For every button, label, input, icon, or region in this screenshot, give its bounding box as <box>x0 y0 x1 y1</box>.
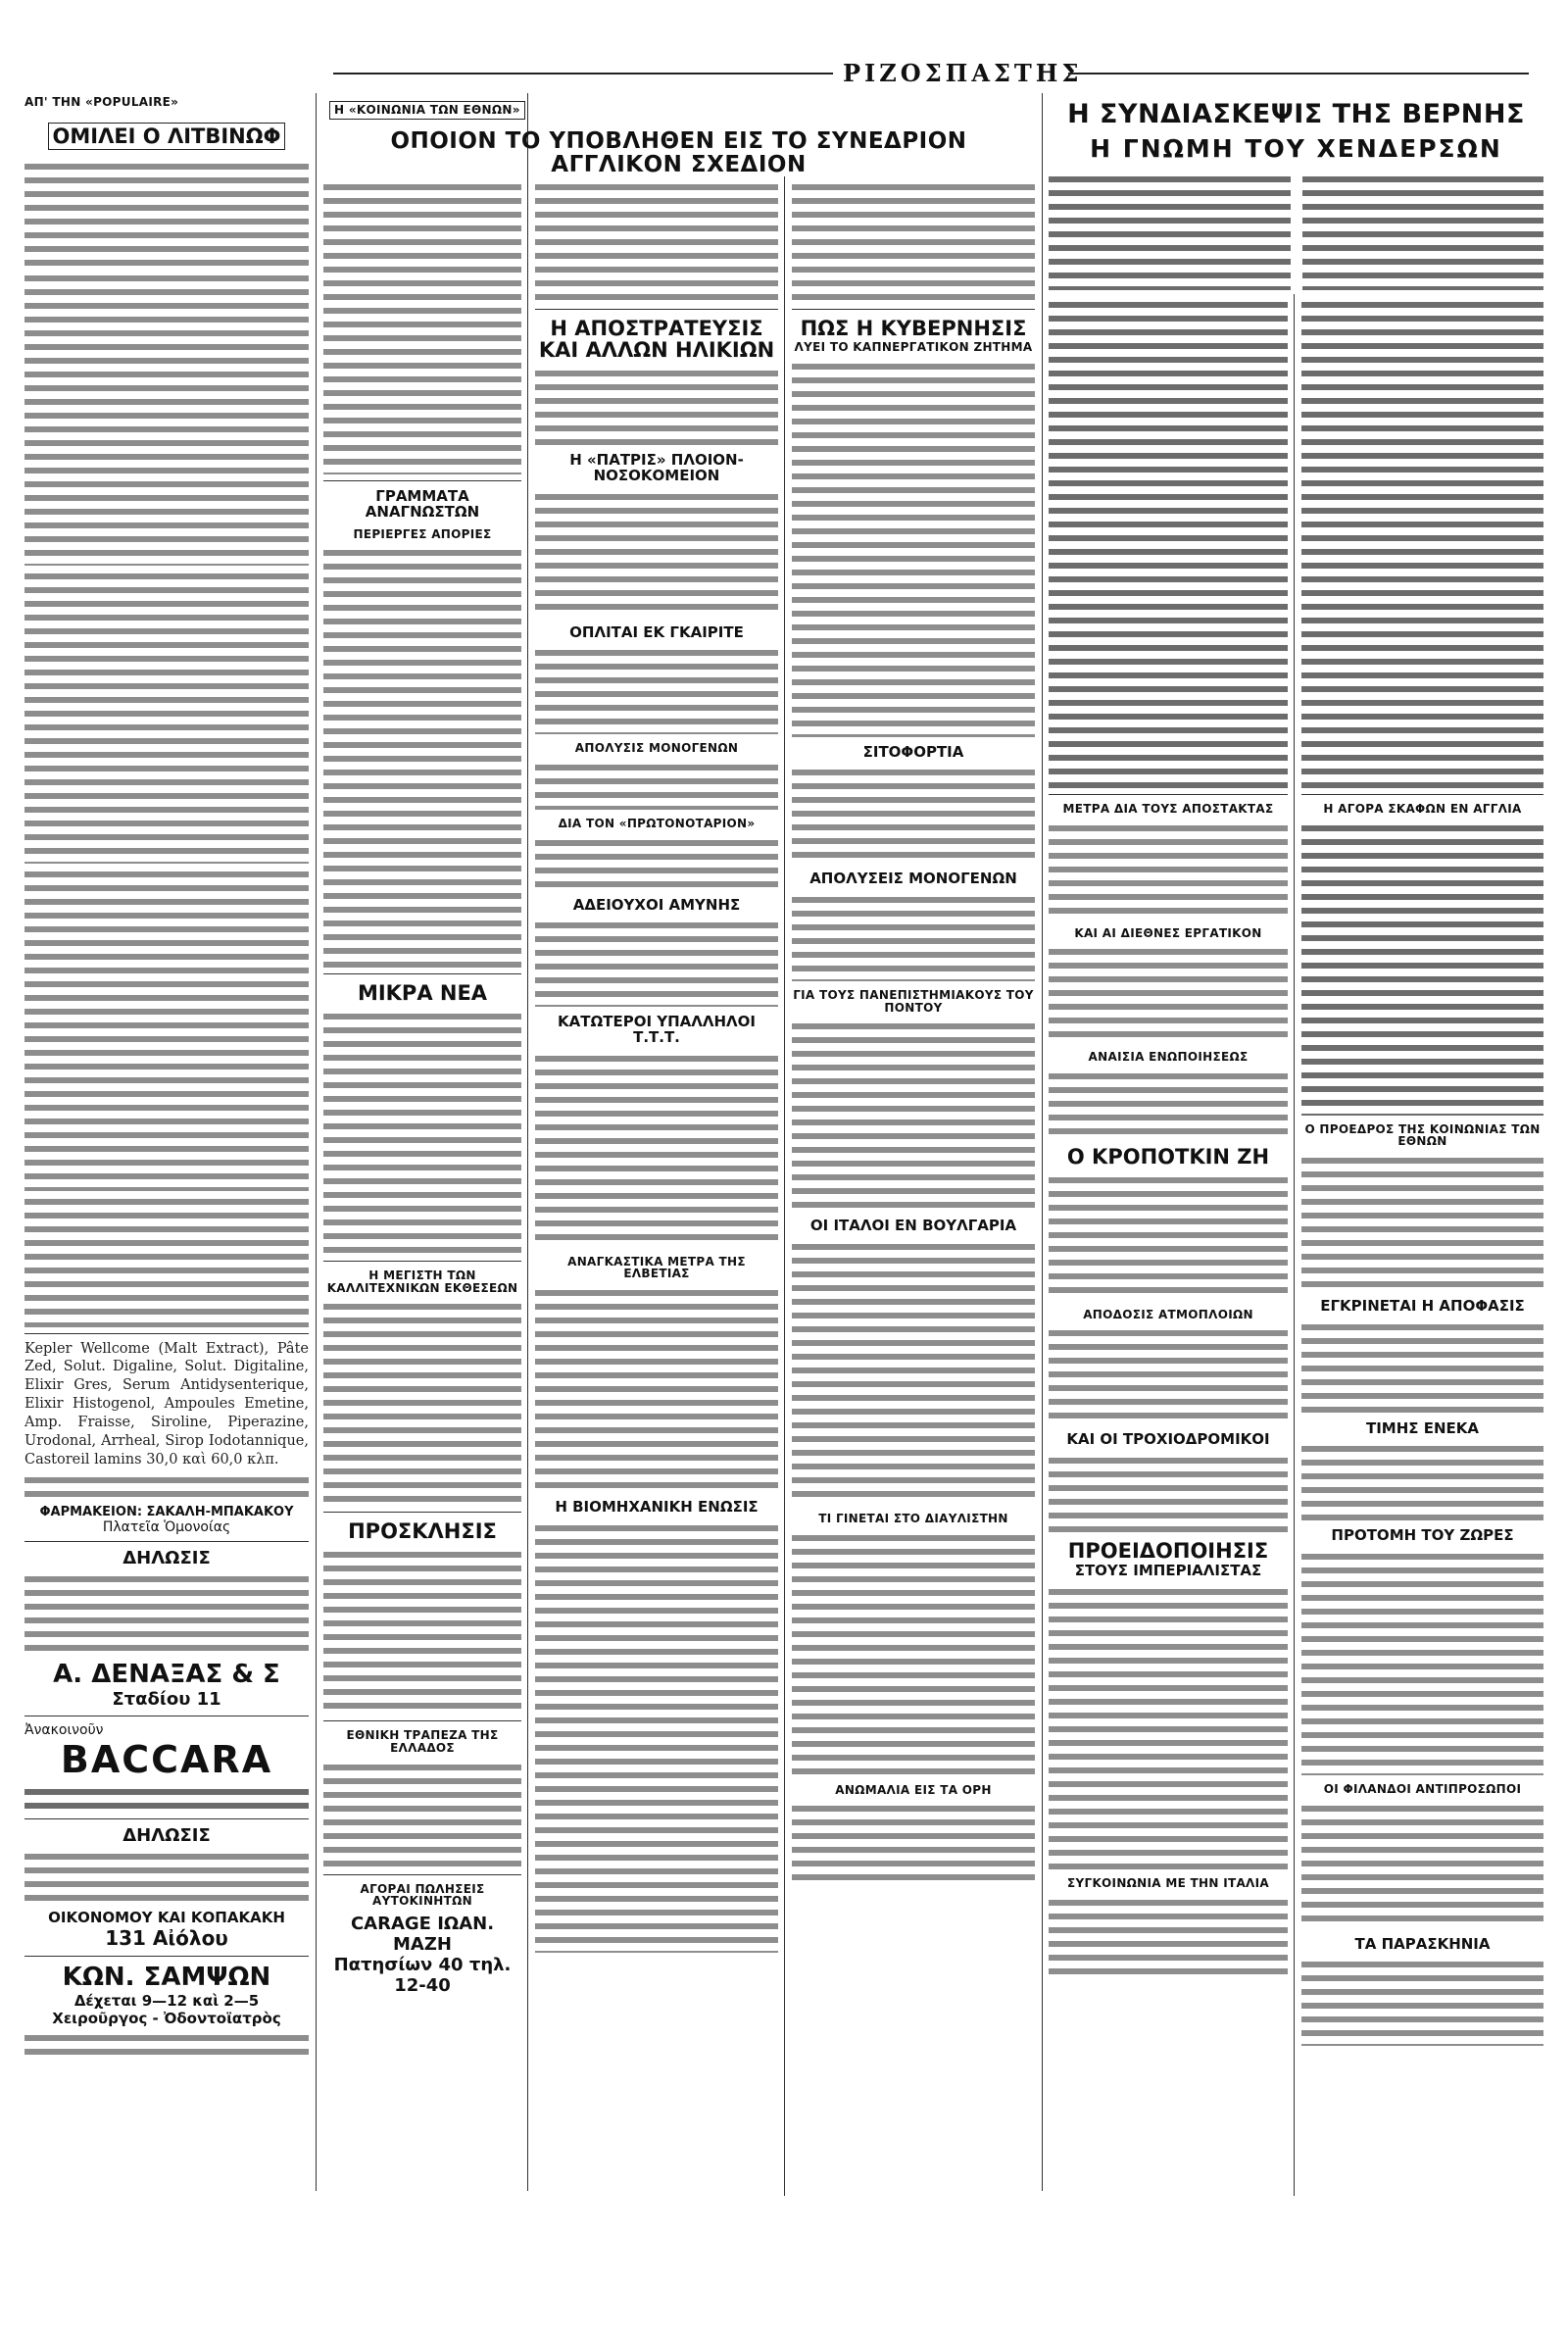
article-italoi-text <box>792 1240 1035 1505</box>
masthead-rule-right <box>1068 73 1529 75</box>
headline-litvinof: ΟΜΙΛΕΙ Ο ΛΙΤΒΙΝΩΦ <box>48 123 286 150</box>
divider <box>1301 794 1544 795</box>
ad-pharmacy-heading: ΦΑΡΜΑΚΕΙΟΝ: ΣΑΚΑΛΗ-ΜΠΑΚΑΚΟΥ <box>39 1504 294 1519</box>
heading-protomi: ΠΡΟΤΟΜΗ ΤΟΥ ΖΩΡΕΣ <box>1331 1526 1514 1545</box>
article-litvinof-text-4 <box>24 868 309 1191</box>
article-enopoiisi-text <box>1049 1070 1288 1138</box>
article-kropotkin-text <box>1049 1173 1288 1301</box>
heading-protonotarion: ΔΙΑ ΤΟΝ «ΠΡΩΤΟΝΟΤΑΡΙΟΝ» <box>558 816 756 830</box>
divider <box>323 1874 521 1875</box>
divider <box>323 480 521 481</box>
article-atmoploion-text <box>1049 1326 1288 1424</box>
subheading-kyverniseis: ΛΥΕΙ ΤΟ ΚΑΠΝΕΡΓΑΤΙΚΟΝ ΖΗΤΗΜΑ <box>794 340 1033 355</box>
article-litvinof-text <box>24 160 309 268</box>
column-rule-4 <box>1042 93 1043 2191</box>
heading-atmoploion: ΑΠΟΔΟΣΙΣ ΑΤΜΟΠΛΟΙΩΝ <box>1083 1307 1253 1321</box>
divider <box>323 1512 521 1513</box>
article-paraskinia-text <box>1301 1958 1544 2046</box>
heading-patris: Η «ΠΑΤΡΙΣ» ΠΛΟΙΟΝ-ΝΟΣΟΚΟΜΕΙΟΝ <box>569 451 744 484</box>
article-league-continued-2 <box>792 180 1035 303</box>
ad-pharmacy-address: Πλατεῖα Ὁμονοίας <box>102 1518 231 1535</box>
ad-baccara-title: BACCARA <box>60 1737 273 1781</box>
kicker-populaire: ΑΠ' ΤΗΝ «POPULAIRE» <box>24 95 179 109</box>
article-kyverniseis-text <box>792 360 1035 737</box>
article-litvinof-text-2 <box>24 272 309 566</box>
heading-katoteroi: ΚΑΤΩΤΕΡΟΙ ΥΠΑΛΛΗΛΟΙ Τ.Τ.Τ. <box>558 1013 756 1047</box>
divider <box>792 309 1035 310</box>
article-letters-text <box>323 546 521 968</box>
ad-dentist-hours: Δέχεται 9—12 καὶ 2—5 <box>74 1991 260 2010</box>
heading-letters: ΓΡΑΜΜΑΤΑ ΑΝΑΓΝΩΣΤΩΝ <box>365 487 480 521</box>
column-1 <box>24 88 309 2245</box>
ad-dentist-text <box>24 2031 309 2059</box>
divider <box>24 1333 309 1334</box>
heading-proklisis: ΠΡΟΣΚΛΗΣΙΣ <box>348 1519 497 1544</box>
divider <box>24 1541 309 1542</box>
heading-proeidopoiisis: ΠΡΟΕΙΔΟΠΟΙΗΣΙΣ <box>1067 1539 1269 1564</box>
heading-bank: ΕΘΝΙΚΗ ΤΡΑΠΕΖΑ ΤΗΣ ΕΛΛΑΔΟΣ <box>346 1728 499 1755</box>
headline-block-berne <box>1049 93 1544 294</box>
ad-dilosis2-heading: ΔΗΛΩΣΙΣ <box>122 1824 211 1846</box>
heading-orei: ΑΝΩΜΑΛΙΑ ΕΙΣ ΤΑ ΟΡΗ <box>835 1782 992 1797</box>
heading-agora: Η ΑΓΟΡΑ ΣΚΑΦΩΝ ΕΝ ΑΓΓΛΙΑ <box>1323 802 1522 816</box>
article-berne-continued-2 <box>1301 298 1544 788</box>
article-anagkastika-text <box>535 1286 778 1492</box>
heading-viomichaniki: Η ΒΙΟΜΗΧΑΝΙΚΗ ΕΝΩΣΙΣ <box>555 1497 759 1516</box>
heading-exhibition: Η ΜΕΓΙΣΤΗ ΤΩΝ ΚΑΛΛΙΤΕΧΝΙΚΩΝ ΕΚΘΕΣΕΩΝ <box>326 1268 518 1295</box>
article-mikra-text <box>323 1010 521 1255</box>
article-litvinof-text-5 <box>24 1195 309 1327</box>
article-ergatikon-text <box>1049 945 1288 1043</box>
article-amyna-text <box>535 919 778 1007</box>
subheading-imperialistas: ΣΤΟΥΣ ΙΜΠΕΡΙΑΛΙΣΤΑΣ <box>1074 1562 1262 1580</box>
column-rule-3 <box>784 176 785 2196</box>
divider <box>24 1956 309 1957</box>
masthead-rule-left <box>333 73 833 75</box>
divider <box>535 309 778 310</box>
article-apostrateysis-text <box>535 367 778 445</box>
headline-league: ΟΠΟΙΟΝ ΤΟ ΥΠΟΒΛΗΘΕΝ ΕΙΣ ΤΟ ΣΥΝΕΔΡΙΟΝ ΑΓΓΛΙΚΟΝ ΣΧΕΔΙΟΝ <box>390 127 967 177</box>
subheadline-henderson: Η ΓΝΩΜΗ ΤΟΥ ΧΕΝΔΕΡΣΩΝ <box>1090 134 1502 164</box>
article-pastoures-text <box>792 1020 1035 1211</box>
ad-baccara-kicker: Ἀνακοινοῦν <box>24 1721 104 1738</box>
article-protomi-text <box>1301 1550 1544 1775</box>
divider <box>323 1720 521 1721</box>
article-katoteroi-text <box>535 1052 778 1248</box>
heading-cars: ΑΓΟΡΑΙ ΠΩΛΗΣΕΙΣ ΑΥΤΟΚΙΝΗΤΩΝ <box>360 1881 485 1909</box>
article-patris-text <box>535 490 778 618</box>
article-proedros-text <box>1301 1154 1544 1291</box>
headline-berne: Η ΣΥΝΔΙΑΣΚΕΨΙΣ ΤΗΣ ΒΕΡΝΗΣ <box>1067 99 1525 129</box>
kicker-league: Η «ΚΟΙΝΩΝΙΑ ΤΩΝ ΕΘΝΩΝ» <box>329 101 525 120</box>
article-diavouliston-text <box>792 1531 1035 1776</box>
article-berne-text-2 <box>1302 173 1544 290</box>
article-orei-text <box>792 1802 1035 1880</box>
article-times-text <box>1301 1442 1544 1520</box>
heading-syngoinonia: ΣΥΓΚΟΙΝΩΝΙΑ ΜΕ ΤΗΝ ΙΤΑΛΙΑ <box>1067 1875 1269 1890</box>
column-5 <box>1049 294 1288 2255</box>
article-sitofortia-text <box>792 766 1035 864</box>
heading-filandoi: ΟΙ ΦΙΛΑΝΔΟΙ ΑΝΤΙΠΡΟΣΩΠΟΙ <box>1323 1782 1522 1797</box>
ad-dilosis-text <box>24 1572 309 1656</box>
ad-photo-text <box>24 1850 309 1905</box>
ad-photo-name: ΟΙΚΟΝΟΜΟΥ ΚΑΙ ΚΟΠΑΚΑΚΗ <box>48 1908 285 1926</box>
article-berne-text <box>1049 173 1291 290</box>
article-exhibition-text <box>323 1300 521 1506</box>
heading-amyna: ΑΔΕΙΟΥΧΟΙ ΑΜΥΝΗΣ <box>572 895 741 914</box>
divider <box>24 1818 309 1819</box>
column-2 <box>323 176 521 2235</box>
ad-pharma-list: Kepler Wellcome (Malt Extract), Pâte Zed, Solut. Digaline, Solut. Digitaline, Elixir Gres, Serum Antidysenterique, Elixir Histogenol, Ampoules Emetine, Amp. Fraisse, Siroline, Piperazine, Urodonal, Arrheal, Sirop Iodotannique, Castoreil lamins 30,0 καὶ 60,0 κλπ. <box>24 1340 309 1467</box>
column-rule-2 <box>527 93 528 2191</box>
column-rule-1 <box>316 93 317 2191</box>
heading-italoi: ΟΙ ΙΤΑΛΟΙ ΕΝ ΒΟΥΛΓΑΡΙΑ <box>809 1217 1017 1235</box>
heading-paraskinia: ΤΑ ΠΑΡΑΣΚΗΝΙΑ <box>1354 1934 1491 1953</box>
article-bank-table <box>323 1761 521 1868</box>
heading-apolyseis: ΑΠΟΛΥΣΕΙΣ ΜΟΝΟΓΕΝΩΝ <box>809 870 1017 888</box>
heading-diavouliston: ΤΙ ΓΙΝΕΤΑΙ ΣΤΟ ΔΙΑΥΛΙΣΤΗΝ <box>818 1512 1008 1526</box>
heading-mikra-nea: ΜΙΚΡΑ ΝΕΑ <box>357 981 488 1006</box>
article-egkrinetai-text <box>1301 1320 1544 1414</box>
heading-gaiparite: ΟΠΛΙΤΑΙ ΕΚ ΓΚΑΙΡΙΤΕ <box>569 622 744 641</box>
article-agora-text <box>1301 821 1544 1116</box>
masthead <box>333 59 1529 88</box>
heading-apostrateysis-1: Η ΑΠΟΣΤΡΑΤΕΥΣΙΣ <box>550 317 763 340</box>
article-proklisis-text <box>323 1548 521 1715</box>
article-trochiodromikoi-text <box>1049 1454 1288 1532</box>
column-rule-5 <box>1294 294 1295 2196</box>
article-proeidopoiisis-text <box>1049 1585 1288 1869</box>
divider <box>323 1261 521 1262</box>
ad-dentist-name: ΚΩΝ. ΣΑΜΨΩΝ <box>62 1962 271 1992</box>
heading-egkrinetai: ΕΓΚΡΙΝΕΤΑΙ Η ΑΠΟΦΑΣΙΣ <box>1320 1296 1525 1315</box>
heading-ergatikon: ΚΑΙ ΑΙ ΔΙΕΘΝΕΣ ΕΡΓΑΤΙΚΟΝ <box>1074 925 1262 940</box>
article-metra-text <box>1049 821 1288 920</box>
ad-carage-name: CARAGE ΙΩΑΝ. ΜΑΖΗ <box>350 1913 495 1955</box>
article-syngoinonia-text <box>1049 1896 1288 1974</box>
ad-photo-address: 131 Αἰόλου <box>105 1925 228 1950</box>
heading-anagkastika: ΑΝΑΓΚΑΣΤΙΚΑ ΜΕΤΡΑ ΤΗΣ ΕΛΒΕΤΙΑΣ <box>567 1254 746 1281</box>
article-litvinof-text-3 <box>24 570 309 864</box>
masthead-title: ΡΙΖΟΣΠΑΣΤΗΣ <box>843 59 1083 87</box>
article-protonotarion-text <box>535 836 778 890</box>
article-filandoi-text <box>1301 1802 1544 1929</box>
divider <box>323 973 521 974</box>
ad-firm-address: Σταδίου 11 <box>112 1688 221 1710</box>
ad-dentist-title: Χειροῦργος - Ὀδοντοϊατρὸς <box>52 2009 281 2027</box>
divider <box>1049 794 1288 795</box>
heading-times: ΤΙΜΗΣ ΕΝΕΚΑ <box>1365 1418 1480 1437</box>
heading-trochiodromikoi: ΚΑΙ ΟΙ ΤΡΟΧΙΟΔΡΟΜΙΚΟΙ <box>1066 1430 1270 1449</box>
heading-kyverniseis: ΠΩΣ Η ΚΥΒΕΡΝΗΣΙΣ <box>800 317 1027 340</box>
column-6 <box>1301 294 1544 2255</box>
heading-sitofortia: ΣΙΤΟΦΟΡΤΙΑ <box>862 742 964 761</box>
article-berne-continued <box>1049 298 1288 788</box>
headline-block-league <box>323 93 1034 176</box>
column-4 <box>792 176 1035 2235</box>
column-3 <box>535 176 778 2235</box>
ad-carage-address: Πατησίων 40 τηλ. 12-40 <box>333 1954 512 1996</box>
heading-apostrateysis-2: ΚΑΙ ΑΛΛΩΝ ΗΛΙΚΙΩΝ <box>538 338 775 363</box>
heading-metra: ΜΕΤΡΑ ΔΙΑ ΤΟΥΣ ΑΠΟΣΤΑΚΤΑΣ <box>1062 802 1274 816</box>
ad-pharma-text <box>24 1473 309 1501</box>
heading-monogenon: ΑΠΟΛΥΣΙΣ ΜΟΝΟΓΕΝΩΝ <box>574 741 739 756</box>
article-viomichaniki-text <box>535 1521 778 1953</box>
article-apolyseis-text <box>792 893 1035 981</box>
article-gaiparite-text <box>535 646 778 734</box>
article-league-text <box>323 180 521 474</box>
heading-proedros: Ο ΠΡΟΕΔΡΟΣ ΤΗΣ ΚΟΙΝΩΝΙΑΣ ΤΩΝ ΕΘΝΩΝ <box>1304 1121 1541 1149</box>
subheading-letters: ΠΕΡΙΕΡΓΕΣ ΑΠΟΡΙΕΣ <box>353 526 492 541</box>
ad-baccara-text <box>24 1785 309 1813</box>
ad-dilosis-heading: ΔΗΛΩΣΙΣ <box>122 1547 211 1568</box>
heading-enopoiisi: ΑΝΑΙΣΙΑ ΕΝΩΠΟΙΗΣΕΩΣ <box>1088 1050 1249 1065</box>
ad-firm-name: Α. ΔΕΝΑΞΑΣ & Σ <box>53 1659 280 1689</box>
heading-pastoures: ΓΙΑ ΤΟΥΣ ΠΑΝΕΠΙΣΤΗΜΙΑΚΟΥΣ ΤΟΥ ΠΟΝΤΟΥ <box>793 988 1034 1015</box>
article-monogenon-text <box>535 761 778 810</box>
heading-kropotkin: Ο ΚΡΟΠΟΤΚΙΝ ΖΗ <box>1066 1144 1270 1169</box>
article-league-continued <box>535 180 778 303</box>
